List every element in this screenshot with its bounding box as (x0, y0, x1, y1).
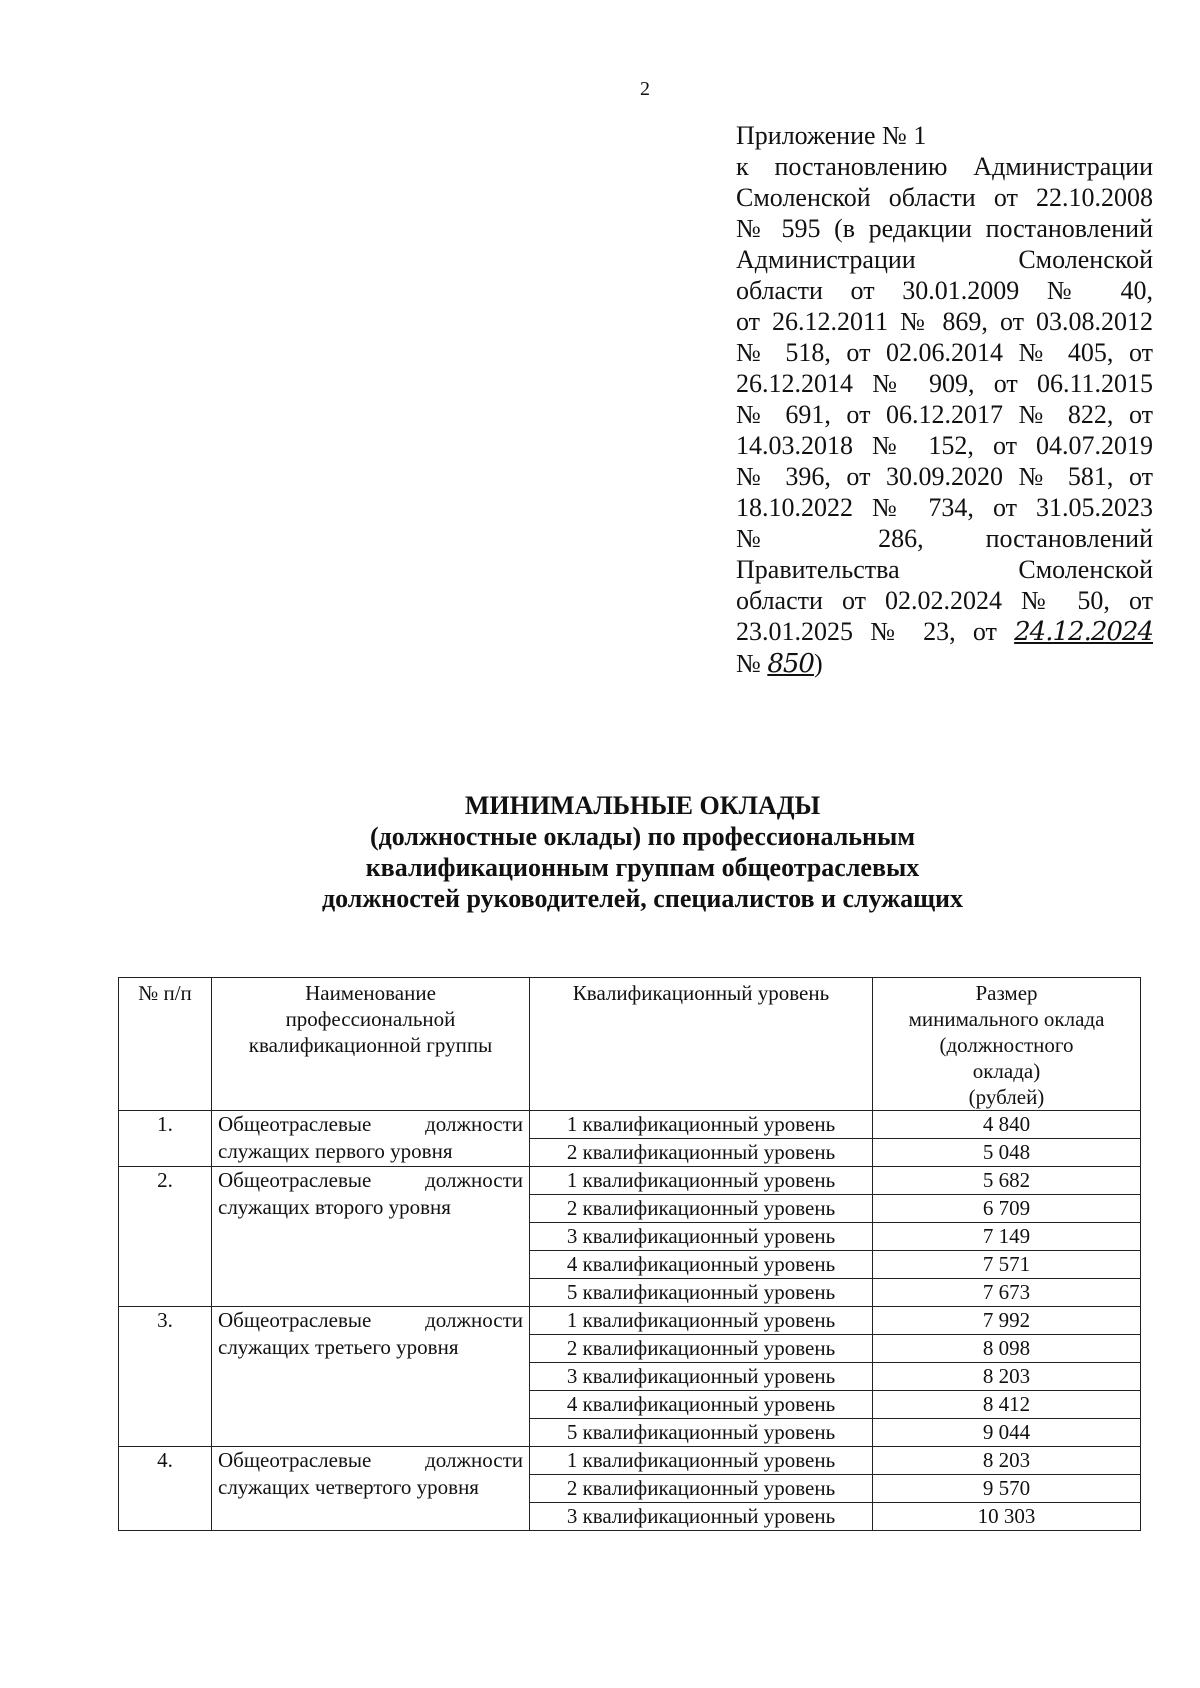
table-row (119, 1111, 1141, 1139)
table-row (119, 1307, 1141, 1335)
title-line: квалификационным группам общеотраслевых (365, 853, 920, 882)
header-group (212, 978, 530, 1111)
amount-cell: 5 682 (873, 1167, 1141, 1195)
appendix-line: Смоленской области от 22.10.2008 (736, 183, 1153, 212)
appendix-line: 26.12.2014 № 909, от 06.11.2015 (736, 369, 1153, 398)
level-cell: 2 квалификационный уровень (530, 1475, 873, 1503)
page-number: 2 (640, 78, 650, 100)
group-number: 2. (119, 1167, 212, 1307)
level-cell: 2 квалификационный уровень (530, 1195, 873, 1223)
group-name-line: служащих третьего уровня (218, 1335, 459, 1359)
header-amount (873, 978, 1141, 1111)
appendix-line: области от 30.01.2009 № 40, (736, 276, 1153, 305)
appendix-line: Правительства Смоленской (736, 555, 1153, 584)
appendix-line: № 286, постановлений (736, 524, 1153, 553)
amount-cell: 8 412 (873, 1391, 1141, 1419)
amount-cell: 8 203 (873, 1447, 1141, 1475)
appendix-line: к постановлению Администрации (736, 152, 1153, 181)
table-header-row (119, 978, 1141, 1111)
header-text: квалификационной группы (248, 1033, 493, 1057)
group-name-line: Общеотраслевые должности (218, 1448, 523, 1472)
amount-cell: 9 044 (873, 1419, 1141, 1447)
appendix-line: области от 02.02.2024 № 50, от (736, 586, 1153, 615)
appendix-line (736, 616, 1153, 648)
appendix-header (736, 120, 1153, 680)
level-cell: 1 квалификационный уровень (530, 1447, 873, 1475)
group-name-line: служащих второго уровня (218, 1195, 451, 1219)
appendix-line: Администрации Смоленской (736, 245, 1153, 274)
appendix-line: № 518, от 02.06.2014 № 405, от (736, 338, 1153, 367)
appendix-line-text: № (736, 649, 761, 678)
group-number: 1. (119, 1111, 212, 1167)
amount-cell: 7 673 (873, 1279, 1141, 1307)
title-line: должностей руководителей, специалистов и служащих (321, 884, 964, 913)
amount-cell: 8 203 (873, 1363, 1141, 1391)
amount-cell: 7 149 (873, 1223, 1141, 1251)
amount-cell: 8 098 (873, 1335, 1141, 1363)
header-text: профессиональной (285, 1007, 456, 1031)
group-number: 3. (119, 1307, 212, 1447)
amount-cell: 4 840 (873, 1111, 1141, 1139)
level-cell: 1 квалификационный уровень (530, 1167, 873, 1195)
level-cell: 5 квалификационный уровень (530, 1419, 873, 1447)
level-cell: 1 квалификационный уровень (530, 1111, 873, 1139)
amount-cell: 10 303 (873, 1503, 1141, 1531)
group-name (212, 1111, 530, 1167)
amount-cell: 7 992 (873, 1307, 1141, 1335)
amount-cell: 9 570 (873, 1475, 1141, 1503)
header-text: минимального оклада (908, 1007, 1105, 1031)
title-line: МИНИМАЛЬНЫЕ ОКЛАДЫ (464, 791, 821, 820)
appendix-line: № 691, от 06.12.2017 № 822, от (736, 400, 1153, 429)
amount-cell: 7 571 (873, 1251, 1141, 1279)
level-cell: 3 квалификационный уровень (530, 1363, 873, 1391)
header-text: оклада) (972, 1059, 1041, 1083)
header-text: Размер (975, 981, 1038, 1005)
level-cell: 4 квалификационный уровень (530, 1391, 873, 1419)
group-name-line: служащих первого уровня (218, 1139, 453, 1163)
appendix-line (736, 648, 1153, 680)
level-cell: 2 квалификационный уровень (530, 1139, 873, 1167)
level-cell: 2 квалификационный уровень (530, 1335, 873, 1363)
level-cell: 3 квалификационный уровень (530, 1223, 873, 1251)
amount-cell: 5 048 (873, 1139, 1141, 1167)
group-name-line: служащих четвертого уровня (218, 1475, 479, 1499)
amount-cell: 6 709 (873, 1195, 1141, 1223)
group-name (212, 1447, 530, 1531)
table-row (119, 1447, 1141, 1475)
group-name-line: Общеотраслевые должности (218, 1308, 523, 1332)
group-name (212, 1307, 530, 1447)
appendix-line-text: ) (813, 649, 823, 678)
level-cell: 3 квалификационный уровень (530, 1503, 873, 1531)
handwritten-number: 850 (767, 649, 814, 679)
appendix-line: 18.10.2022 № 734, от 31.05.2023 (736, 493, 1153, 522)
group-name-line: Общеотраслевые должности (218, 1112, 523, 1136)
group-name (212, 1167, 530, 1307)
header-text: Наименование (305, 981, 436, 1005)
appendix-line: Приложение № 1 (736, 121, 927, 150)
title-line: (должностные оклады) по профессиональным (369, 822, 916, 851)
appendix-line: от 26.12.2011 № 869, от 03.08.2012 (736, 307, 1153, 336)
header-text: (рублей) (968, 1085, 1045, 1109)
level-cell: 4 квалификационный уровень (530, 1251, 873, 1279)
appendix-line: № 396, от 30.09.2020 № 581, от (736, 462, 1153, 491)
group-name-line: Общеотраслевые должности (218, 1168, 523, 1192)
document-title (0, 790, 1200, 914)
level-cell: 5 квалификационный уровень (530, 1279, 873, 1307)
appendix-line-text: 23.01.2025 № 23, от (736, 617, 997, 646)
handwritten-date: 24.12.2024 (1014, 617, 1154, 647)
group-number: 4. (119, 1447, 212, 1531)
level-cell: 1 квалификационный уровень (530, 1307, 873, 1335)
salaries-table (118, 977, 1141, 1531)
table-row (119, 1167, 1141, 1195)
appendix-line: № 595 (в редакции постановлений (736, 214, 1153, 243)
header-level: Квалификационный уровень (530, 978, 873, 1111)
header-text: (должностного (939, 1033, 1074, 1057)
appendix-line: 14.03.2018 № 152, от 04.07.2019 (736, 431, 1153, 460)
header-num: № п/п (119, 978, 212, 1111)
